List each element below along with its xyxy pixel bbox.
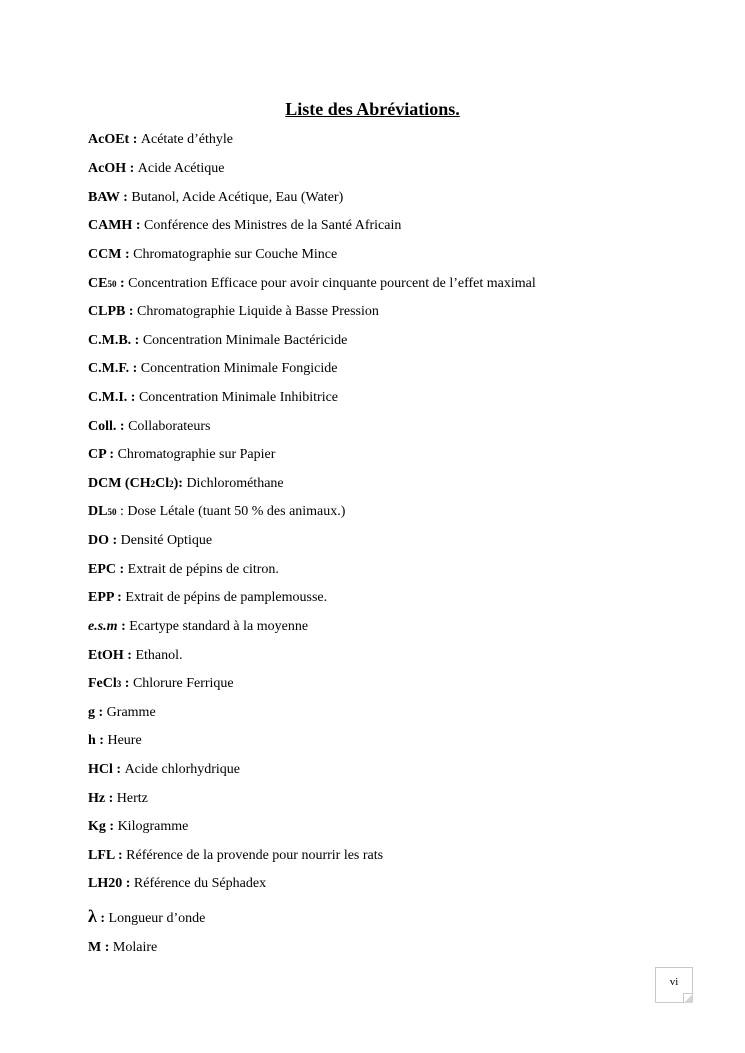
separator: : xyxy=(99,733,104,748)
abbreviation-definition: Concentration Minimale Inhibitrice xyxy=(138,390,339,405)
abbreviation-term: HCl xyxy=(88,762,113,777)
abbreviation-definition: Hertz xyxy=(116,791,148,806)
abbreviation-definition: Référence du Séphadex xyxy=(133,876,267,891)
separator: : xyxy=(119,419,125,434)
abbreviation-subscript: 2 xyxy=(169,479,174,489)
abbreviation-term: DCM (CH xyxy=(88,476,151,491)
abbreviation-term: CP xyxy=(88,447,106,462)
abbreviation-entry-kg xyxy=(88,818,188,836)
abbreviation-term: EtOH xyxy=(88,648,124,663)
abbreviation-term: EPP xyxy=(88,590,114,605)
separator: : xyxy=(117,590,122,605)
abbreviation-definition: Référence de la provende pour nourrir les rats xyxy=(126,848,384,863)
separator: : xyxy=(123,190,128,205)
abbreviation-entry-dl50 xyxy=(88,503,345,521)
separator: : xyxy=(109,447,115,462)
abbreviation-term: C.M.F. xyxy=(88,361,130,376)
abbreviation-term: LFL xyxy=(88,848,115,863)
abbreviation-definition: Molaire xyxy=(112,940,158,955)
separator: : xyxy=(135,218,141,233)
abbreviation-term: e.s.m xyxy=(88,619,118,634)
abbreviation-entry-lambda xyxy=(88,907,205,928)
page-number: vi xyxy=(669,976,679,988)
abbreviation-term: CAMH xyxy=(88,218,133,233)
page-number-box xyxy=(655,967,693,1003)
abbreviation-definition: Chlorure Ferrique xyxy=(132,676,234,691)
separator: : xyxy=(119,562,125,577)
abbreviation-definition: Dose Létale (tuant 50 % des animaux.) xyxy=(127,504,346,519)
abbreviation-entry-cmf xyxy=(88,360,338,378)
abbreviation-entry-coll xyxy=(88,418,210,436)
separator: : xyxy=(127,648,132,663)
abbreviation-definition: Chromatographie Liquide à Basse Pression xyxy=(137,304,379,319)
abbreviation-entry-fecl3 xyxy=(88,675,234,693)
abbreviation-entry-do xyxy=(88,532,212,550)
abbreviation-entry-g xyxy=(88,704,156,722)
abbreviation-term: λ xyxy=(88,906,97,926)
abbreviation-entry-epp xyxy=(88,589,327,607)
abbreviation-term: Kg xyxy=(88,819,106,834)
separator: : xyxy=(104,940,110,955)
separator: : xyxy=(124,676,130,691)
abbreviation-definition: Ecartype standard à la moyenne xyxy=(129,619,309,634)
abbreviation-entry-esm xyxy=(88,618,308,636)
abbreviation-definition: Gramme xyxy=(106,705,156,720)
abbreviation-entry-dcm xyxy=(88,475,284,493)
abbreviation-term: C.M.I. xyxy=(88,390,128,405)
abbreviation-definition: Concentration Efficace pour avoir cinquante pourcent de l’effet maximal xyxy=(128,276,536,291)
abbreviation-term: C.M.B. xyxy=(88,333,132,348)
abbreviation-entry-acoet xyxy=(88,131,233,149)
abbreviation-term: g xyxy=(88,705,95,720)
abbreviation-entry-clpb xyxy=(88,303,379,321)
abbreviation-definition: Heure xyxy=(107,733,142,748)
abbreviation-subscript: 50 xyxy=(107,279,117,289)
abbreviation-entry-m xyxy=(88,939,157,957)
separator: : xyxy=(116,762,122,777)
separator: : xyxy=(134,333,140,348)
abbreviation-subscript: 50 xyxy=(107,507,117,517)
abbreviation-definition: Longueur d’onde xyxy=(108,911,206,926)
separator: : xyxy=(109,819,115,834)
separator: : xyxy=(98,705,104,720)
abbreviation-definition: Butanol, Acide Acétique, Eau (Water) xyxy=(131,190,344,205)
abbreviation-entry-cmi xyxy=(88,389,338,407)
separator: : xyxy=(132,132,138,147)
abbreviation-definition: Kilogramme xyxy=(117,819,189,834)
separator: : xyxy=(119,504,124,519)
separator: : xyxy=(130,390,136,405)
separator: : xyxy=(100,911,106,926)
separator: : xyxy=(112,533,118,548)
abbreviation-entry-hcl xyxy=(88,761,240,779)
abbreviation-definition: Chromatographie sur Couche Mince xyxy=(133,247,338,262)
abbreviation-term: M xyxy=(88,940,102,955)
abbreviation-entry-epc xyxy=(88,561,279,579)
abbreviation-definition: Ethanol. xyxy=(135,648,183,663)
separator: : xyxy=(128,304,134,319)
abbreviation-term: EPC xyxy=(88,562,116,577)
abbreviation-entry-etoh xyxy=(88,647,183,665)
abbreviation-entry-ccm xyxy=(88,246,337,264)
abbreviation-definition: Chromatographie sur Papier xyxy=(117,447,276,462)
abbreviation-entry-camh xyxy=(88,217,401,235)
abbreviation-entry-baw xyxy=(88,189,343,207)
separator: : xyxy=(125,876,131,891)
abbreviation-definition: Acétate d’éthyle xyxy=(140,132,234,147)
abbreviation-term: CLPB xyxy=(88,304,126,319)
abbreviation-term: AcOH xyxy=(88,161,127,176)
abbreviation-definition: Dichlorométhane xyxy=(186,476,284,491)
abbreviation-entry-lfl xyxy=(88,847,383,865)
abbreviation-term: Hz xyxy=(88,791,106,806)
abbreviation-entry-cmb xyxy=(88,332,347,350)
page-fold-corner xyxy=(683,993,693,1003)
abbreviation-term: AcOEt xyxy=(88,132,130,147)
abbreviation-definition: Concentration Minimale Fongicide xyxy=(140,361,338,376)
abbreviation-term: CCM xyxy=(88,247,122,262)
abbreviation-term: Coll. xyxy=(88,419,117,434)
abbreviation-term: DO xyxy=(88,533,109,548)
separator: : xyxy=(117,848,123,863)
abbreviation-entry-lh20 xyxy=(88,875,266,893)
abbreviation-entry-h xyxy=(88,732,142,750)
abbreviation-definition: Concentration Minimale Bactéricide xyxy=(142,333,348,348)
separator: : xyxy=(124,247,130,262)
abbreviation-term: CE xyxy=(88,276,108,291)
abbreviation-term: h xyxy=(88,733,96,748)
abbreviation-definition: Acide Acétique xyxy=(137,161,225,176)
abbreviation-term: FeCl xyxy=(88,676,117,691)
abbreviation-definition: Acide chlorhydrique xyxy=(124,762,241,777)
abbreviation-term-part: ): xyxy=(173,476,183,491)
separator: : xyxy=(119,276,125,291)
abbreviation-term: BAW xyxy=(88,190,120,205)
abbreviation-definition: Extrait de pépins de citron. xyxy=(127,562,279,577)
abbreviation-term: LH20 xyxy=(88,876,123,891)
separator: : xyxy=(132,361,138,376)
abbreviation-definition: Collaborateurs xyxy=(128,419,211,434)
page-title: Liste des Abréviations. xyxy=(285,99,460,119)
abbreviation-definition: Densité Optique xyxy=(120,533,213,548)
abbreviation-entry-ce50 xyxy=(88,275,536,293)
separator: : xyxy=(129,161,135,176)
abbreviation-entry-acoh xyxy=(88,160,224,178)
separator: : xyxy=(121,619,126,634)
abbreviation-term: DL xyxy=(88,504,108,519)
abbreviation-subscript: 3 xyxy=(116,679,122,689)
abbreviation-term-part: Cl xyxy=(155,476,170,491)
abbreviation-definition: Extrait de pépins de pamplemousse. xyxy=(125,590,328,605)
abbreviation-entry-hz xyxy=(88,790,148,808)
abbreviation-definition: Conférence des Ministres de la Santé Africain xyxy=(144,218,402,233)
abbreviation-subscript: 2 xyxy=(150,479,156,489)
abbreviation-entry-cp xyxy=(88,446,275,464)
separator: : xyxy=(108,791,114,806)
